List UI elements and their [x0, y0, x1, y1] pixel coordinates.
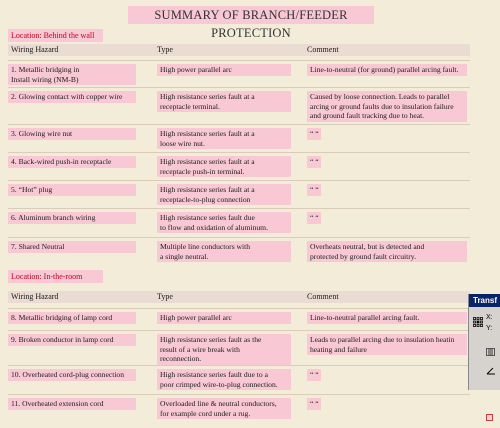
comment-cell: [307, 241, 467, 262]
row-divider: [8, 124, 470, 125]
type-text-line: High resistance series fault at a: [160, 129, 255, 138]
type-text-line: result of a wire break with: [160, 344, 240, 354]
comment-text-line: and ground fault tracking due to heat.: [310, 111, 425, 121]
type-text-line: poor crimped wire-to-plug connection.: [160, 379, 278, 389]
type-text-line: reconnection.: [160, 354, 202, 364]
type-text-line: High power parallel arc: [160, 313, 232, 322]
type-text-line: receptacle-to-plug connection: [160, 194, 251, 204]
hazard-text-line: 2. Glowing contact with copper wire: [11, 92, 123, 101]
type-text-line: Overloaded line & neutral conductors,: [160, 399, 277, 408]
type-text-line: High resistance series fault at a: [160, 92, 255, 101]
reference-point-icon[interactable]: [473, 314, 483, 324]
type-cell: [157, 312, 291, 324]
hazard-text-line: 1. Metallic bridging in: [11, 65, 80, 74]
location-heading: Location: In-the-room: [8, 270, 103, 283]
panel-menu-icon[interactable]: [486, 348, 495, 356]
comment-cell: [307, 334, 467, 355]
type-cell: [157, 91, 291, 112]
table-header: [8, 291, 470, 303]
type-text-line: for example cord under a rug.: [160, 408, 251, 418]
row-divider: [8, 60, 470, 61]
location-heading: Location: Behind the wall: [8, 29, 103, 42]
type-cell: [157, 212, 291, 233]
type-text-line: to flow and oxidation of aluminum.: [160, 222, 268, 232]
comment-text-line: Line-to-neutral (for ground) parallel arcing fault.: [310, 65, 459, 74]
comment-cell: [307, 91, 467, 122]
comment-text-line: Leads to parallel arcing due to insulation heatin: [310, 335, 455, 344]
shear-angle-icon[interactable]: [486, 362, 496, 370]
table-header: [8, 44, 470, 56]
hazard-cell: [8, 334, 136, 346]
hazard-text-line: 8. Metallic bridging of lamp cord: [11, 313, 113, 322]
row-divider: [8, 208, 470, 209]
resize-corner-icon[interactable]: [486, 414, 493, 421]
hazard-text-line: 7. Shared Neutral: [11, 242, 65, 251]
row-divider: [8, 180, 470, 181]
column-header: Comment: [307, 45, 339, 54]
type-text-line: receptacle terminal.: [160, 101, 220, 111]
hazard-cell: [8, 91, 136, 103]
type-text-line: High resistance series fault as the: [160, 335, 262, 344]
column-header: Wiring Hazard: [11, 45, 59, 54]
hazard-cell: [8, 184, 136, 196]
comment-text-line: Overheats neutral, but is detected and: [310, 242, 425, 251]
hazard-cell: [8, 398, 136, 410]
row-divider: [8, 87, 470, 88]
row-divider: [8, 365, 470, 366]
hazard-text-line: 4. Back-wired push-in receptacle: [11, 157, 112, 166]
type-text-line: High resistance series fault at a: [160, 157, 255, 166]
type-text-line: High resistance series fault due: [160, 213, 255, 222]
hazard-cell: [8, 128, 136, 140]
hazard-text-line: 11. Overheated extension cord: [11, 399, 104, 408]
transform-panel[interactable]: [468, 294, 500, 390]
type-text-line: Multiple line conductors with: [160, 242, 251, 251]
type-text-line: loose wire nut.: [160, 138, 205, 148]
type-cell: [157, 398, 291, 419]
comment-text-line: protected by ground fault circuitry.: [310, 251, 416, 261]
hazard-cell: [8, 156, 136, 168]
hazard-cell: [8, 369, 136, 381]
comment-text-line: “ “: [310, 129, 319, 138]
column-header: Type: [157, 45, 173, 54]
document-title: SUMMARY OF BRANCH/FEEDER PROTECTION: [128, 6, 374, 24]
comment-text-line: Line-to-neutral parallel arcing fault.: [310, 313, 420, 322]
type-cell: [157, 128, 291, 149]
type-cell: [157, 334, 291, 365]
comment-text-line: “ “: [310, 213, 319, 222]
comment-cell: [307, 128, 321, 140]
y-coordinate-label: Y:: [486, 325, 493, 332]
type-text-line: High power parallel arc: [160, 65, 232, 74]
row-divider: [8, 237, 470, 238]
hazard-text-line: 5. “Hot” plug: [11, 185, 53, 194]
comment-text-line: arcing or ground faults due to insulation failure: [310, 101, 454, 111]
row-divider: [8, 308, 470, 309]
comment-cell: [307, 312, 467, 324]
comment-text-line: Caused by loose connection. Leads to parallel: [310, 92, 450, 101]
hazard-cell: [8, 212, 136, 224]
hazard-text-line: 9. Broken conductor in lamp cord: [11, 335, 114, 344]
row-divider: [8, 394, 470, 395]
comment-cell: [307, 212, 321, 224]
hazard-cell: [8, 64, 136, 85]
type-cell: [157, 369, 291, 390]
comment-text-line: heating and failure: [310, 344, 367, 354]
type-cell: [157, 241, 291, 262]
hazard-text-line: 3. Glowing wire nut: [11, 129, 73, 138]
row-divider: [8, 152, 470, 153]
x-coordinate-label: X:: [486, 314, 493, 321]
type-text-line: High resistance series fault at a: [160, 185, 255, 194]
type-cell: [157, 156, 291, 177]
comment-text-line: “ “: [310, 185, 319, 194]
type-text-line: receptacle push-in terminal.: [160, 166, 245, 176]
comment-cell: [307, 64, 467, 76]
comment-text-line: “ “: [310, 399, 319, 408]
column-header: Type: [157, 292, 173, 301]
row-divider: [8, 330, 470, 331]
comment-text-line: “ “: [310, 370, 319, 379]
comment-cell: [307, 156, 321, 168]
hazard-text-line: 6. Aluminum branch wiring: [11, 213, 96, 222]
transform-panel-title[interactable]: Transf: [469, 294, 500, 307]
comment-cell: [307, 184, 321, 196]
comment-cell: [307, 369, 321, 381]
hazard-text-line: 10. Overheated cord-plug connection: [11, 370, 125, 379]
column-header: Wiring Hazard: [11, 292, 59, 301]
type-text-line: High resistance series fault due to a: [160, 370, 268, 379]
hazard-text-line: Install wiring (NM-B): [11, 74, 79, 84]
hazard-cell: [8, 312, 136, 324]
column-header: Comment: [307, 292, 339, 301]
comment-text-line: “ “: [310, 157, 319, 166]
type-cell: [157, 184, 291, 205]
hazard-cell: [8, 241, 136, 253]
type-cell: [157, 64, 291, 76]
type-text-line: a single neutral.: [160, 251, 209, 261]
comment-cell: [307, 398, 321, 410]
